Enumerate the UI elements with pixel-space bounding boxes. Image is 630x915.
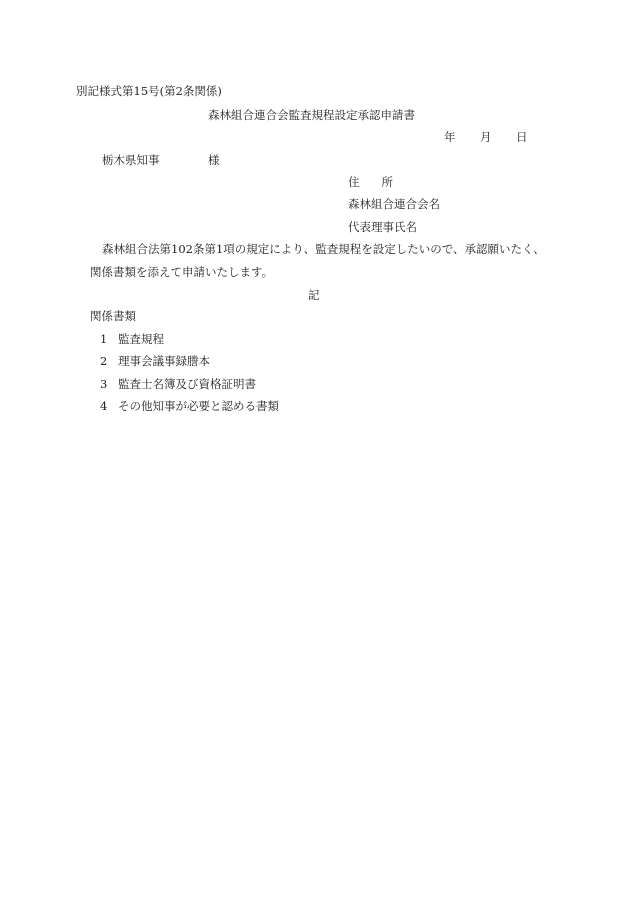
list-item-number: 2 xyxy=(100,354,108,368)
form-label: 別記様式第15号(第2条関係) xyxy=(76,84,222,98)
list-item-number: 1 xyxy=(100,332,108,346)
body-text-line-1: 森林組合法第102条第1項の規定により、監査規程を設定したいので、承認願いたく、 xyxy=(102,242,545,256)
list-item-text: その他知事が必要と認める書類 xyxy=(118,399,279,413)
organization-name-label: 森林組合連合会名 xyxy=(348,197,440,211)
list-item xyxy=(100,356,210,368)
date-year-label: 年 xyxy=(444,130,456,144)
related-documents-heading: 関係書類 xyxy=(90,309,136,323)
list-item-text: 理事会議事録謄本 xyxy=(118,354,210,368)
list-item-number: 3 xyxy=(100,377,108,391)
representative-name-label: 代表理事氏名 xyxy=(348,220,417,234)
ki-marker: 記 xyxy=(308,288,320,302)
document-title: 森林組合連合会監査規程設定承認申請書 xyxy=(208,108,415,122)
list-item-text: 監査士名簿及び資格証明書 xyxy=(118,377,256,391)
address-label-first: 住 xyxy=(348,175,360,189)
address-label xyxy=(348,177,393,189)
body-text-line-2: 関係書類を添えて申請いたします。 xyxy=(90,265,274,279)
date-day-label: 日 xyxy=(516,130,528,144)
honorific: 様 xyxy=(208,153,220,167)
list-item xyxy=(100,379,256,391)
list-item xyxy=(100,401,279,413)
list-item xyxy=(100,334,164,346)
list-item-number: 4 xyxy=(100,399,108,413)
address-label-second: 所 xyxy=(381,175,393,189)
list-item-text: 監査規程 xyxy=(118,332,164,346)
date-month-label: 月 xyxy=(480,130,492,144)
addressee: 栃木県知事 xyxy=(102,153,160,167)
